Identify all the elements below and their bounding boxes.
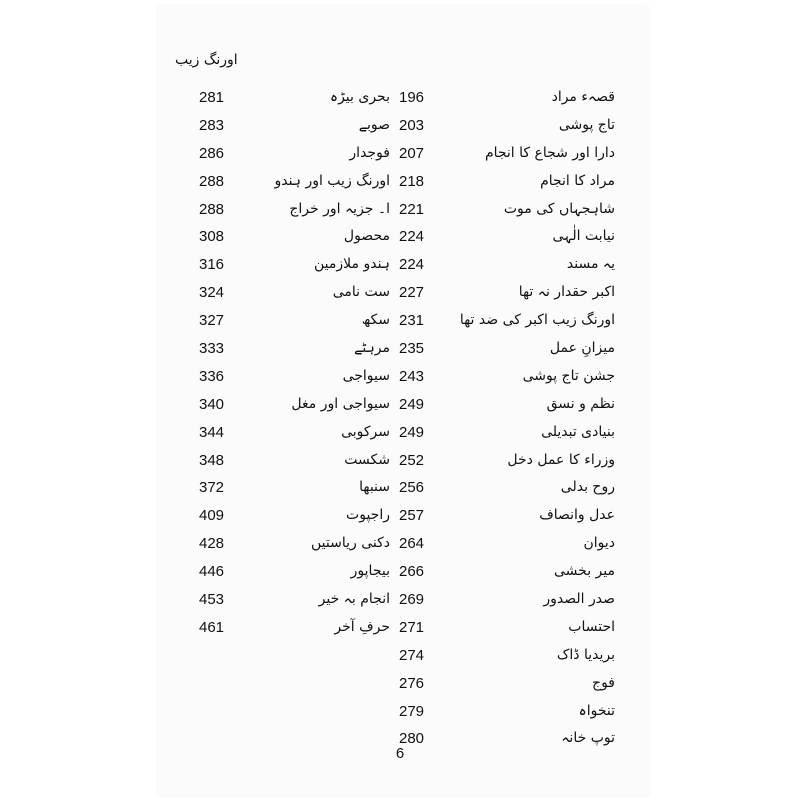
left-page-numbers: [199, 84, 239, 642]
toc-entry-title: اورنگ زیب اور ہندو: [274, 172, 390, 189]
toc-page-number: 281: [199, 89, 225, 106]
toc-entry-title: ہندو ملازمین: [314, 256, 390, 273]
toc-page-number: 409: [199, 507, 225, 525]
toc-entry-title: مرہٹے: [354, 340, 390, 357]
toc-entry-title: ا۔ جزیہ اور خراج: [289, 200, 390, 217]
toc-entry-title: سرکوبی: [341, 423, 390, 440]
toc-page-number: 224: [399, 256, 425, 274]
toc-page-number: 286: [199, 144, 225, 162]
toc-entry-title: راجپوت: [346, 507, 390, 524]
toc-page-number: 257: [399, 507, 425, 525]
toc-page-number: 264: [399, 535, 425, 553]
toc-entry-title: جشن تاج پوشی: [522, 367, 615, 384]
toc-entry-title: محصول: [343, 228, 390, 245]
toc-page-number: 288: [199, 200, 225, 218]
toc-page-number: 196: [399, 89, 425, 106]
toc-entry-title: بنیادی تبدیلی: [541, 423, 615, 440]
toc-page-number: 276: [399, 674, 425, 692]
toc-page-number: 231: [399, 312, 425, 330]
toc-page-number: 324: [199, 284, 225, 302]
toc-page-number: 336: [199, 367, 225, 385]
right-entry-titles: [450, 84, 615, 753]
toc-page-number: 218: [399, 172, 425, 190]
toc-page-number: 227: [399, 284, 425, 302]
toc-page-number: 207: [399, 144, 425, 162]
toc-page-number: 372: [199, 479, 225, 497]
toc-entry-title: شکست: [344, 451, 390, 468]
toc-page-number: 428: [199, 535, 225, 553]
toc-page-number: 288: [199, 172, 225, 190]
toc-entry-title: مراد کا انجام: [540, 172, 615, 189]
toc-entry-title: توپ خانہ: [561, 730, 615, 747]
toc-entry-title: نیابت الٰہی: [552, 228, 615, 245]
toc-page-number: 348: [199, 451, 225, 469]
toc-entry-title: دارا اور شجاع کا انجام: [484, 144, 615, 161]
toc-entry-title: قصہء مراد: [551, 89, 615, 105]
toc-entry-title: انجام بہ خیر: [318, 591, 390, 608]
toc-entry-title: سیواجی اور مغل: [291, 395, 390, 412]
toc-entry-title: نظم و نسق: [546, 395, 615, 412]
toc-entry-title: میر بخشی: [554, 563, 615, 580]
toc-page-number: 344: [199, 423, 225, 441]
toc-page-number: 221: [399, 200, 425, 218]
toc-page-number: 266: [399, 563, 425, 581]
toc-entry-title: روح بدلی: [560, 479, 615, 496]
toc-page-number: 453: [199, 591, 225, 609]
toc-entry-title: احتساب: [568, 618, 615, 635]
toc-page-number: 243: [399, 367, 425, 385]
toc-entry-title: اورنگ زیب اکبر کی ضد تھا: [459, 312, 615, 329]
toc-page-number: 333: [199, 340, 225, 358]
toc-entry-title: صوبے: [358, 116, 390, 133]
toc-page-number: 461: [199, 618, 225, 636]
toc-entry-title: فوجدار: [349, 144, 390, 161]
right-page-numbers: [399, 84, 439, 753]
toc-entry-title: اکبر حقدار نہ تھا: [518, 284, 615, 301]
running-header: اورنگ زیب: [175, 52, 238, 68]
toc-entry-title: وزراء کا عمل دخل: [507, 451, 615, 468]
toc-entry-title: فوج: [592, 674, 615, 691]
toc-entry-title: بریدیا ڈاک: [556, 646, 615, 663]
toc-entry-title: تنخواہ: [578, 702, 615, 719]
toc-page-number: 271: [399, 618, 425, 636]
toc-page-number: 279: [399, 702, 425, 720]
toc-page-number: 446: [199, 563, 225, 581]
toc-entry-title: سکھ: [361, 312, 390, 329]
toc-page-number: 283: [199, 116, 225, 134]
toc-entry-title: شاہجہاں کی موت: [503, 200, 615, 217]
toc-page-number: 252: [399, 451, 425, 469]
toc-entry-title: ست نامی: [332, 284, 390, 301]
toc-entry-title: یہ مسند: [566, 256, 615, 273]
toc-entry-title: تاج پوشی: [558, 116, 615, 133]
toc-entry-title: سنبھا: [359, 479, 390, 496]
toc-page-number: 256: [399, 479, 425, 497]
toc-entry-title: میزانِ عمل: [549, 340, 615, 357]
toc-entry-title: صدر الصدور: [543, 591, 615, 608]
toc-entry-title: عدل وانصاف: [539, 507, 615, 524]
toc-page-number: 280: [399, 730, 425, 748]
toc-page-number: 269: [399, 591, 425, 609]
toc-entry-title: سیواجی: [342, 367, 390, 384]
toc-entry-title: دکنی ریاستیں: [310, 535, 390, 552]
page-number: 6: [395, 745, 405, 762]
toc-page-number: 327: [199, 312, 225, 330]
toc-page-number: 308: [199, 228, 225, 246]
toc-page-number: 224: [399, 228, 425, 246]
toc-page-number: 316: [199, 256, 225, 274]
toc-page-number: 274: [399, 646, 425, 664]
toc-page-number: 235: [399, 340, 425, 358]
toc-page-number: 203: [399, 116, 425, 134]
toc-page-number: 249: [399, 423, 425, 441]
toc-entry-title: دیوان: [583, 535, 615, 552]
toc-page-number: 340: [199, 395, 225, 413]
toc-page-number: 249: [399, 395, 425, 413]
toc-entry-title: بحری بیڑہ: [329, 89, 390, 105]
left-entry-titles: [250, 84, 390, 642]
toc-entry-title: حرفِ آخر: [334, 618, 390, 635]
toc-entry-title: بیجاپور: [350, 563, 390, 580]
